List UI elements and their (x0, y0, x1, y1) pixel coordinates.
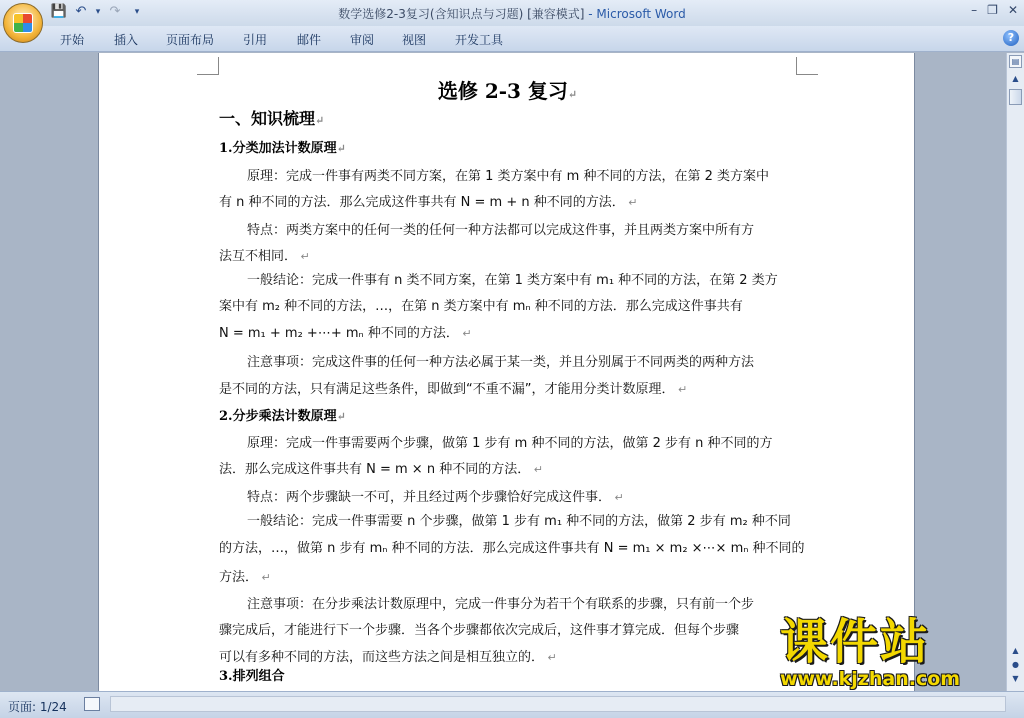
page-indicator[interactable]: 页面: 1/24 (8, 700, 67, 714)
section-heading-3: 3.排列组合 (219, 669, 285, 684)
paragraph-line: 特点：两个步骤缺一不可，并且经过两个步骤恰好完成这件事． ↵ (247, 490, 624, 505)
minimize-button[interactable]: – (971, 3, 978, 17)
paragraph-line: 可以有多种不同的方法，而这些方法之间是相互独立的． ↵ (219, 650, 557, 665)
horizontal-scrollbar[interactable] (110, 696, 1006, 712)
tab-references[interactable]: 引用 (243, 33, 268, 47)
office-button[interactable] (3, 3, 43, 43)
heading-knowledge: 一、知识梳理↵ (219, 109, 325, 128)
paragraph-line: 特点：两类方案中的任何一类的任何一种方法都可以完成这件事，并且两类方案中所有方 (247, 223, 755, 238)
crop-mark-top-right (796, 57, 818, 75)
paragraph-line: 注意事项：完成这件事的任何一种方法必属于某一类，并且分别属于不同两类的两种方法 (247, 355, 755, 370)
tab-view[interactable]: 视图 (402, 33, 427, 47)
watermark-logo (780, 614, 961, 690)
paragraph-line: 是不同的方法，只有满足这些条件，即做到“不重不漏”，才能用分类计数原理． ↵ (219, 382, 688, 397)
tab-insert[interactable]: 插入 (114, 33, 139, 47)
crop-mark-top-left (197, 57, 219, 75)
undo-dropdown-icon[interactable]: ▾ (95, 7, 101, 17)
watermark-url: www.kjzhan.com (780, 668, 961, 690)
paragraph-line: N = m₁ + m₂ +⋯+ mₙ 种不同的方法． ↵ (219, 326, 472, 341)
window-title (0, 5, 1024, 22)
redo-icon[interactable]: ↷ (109, 4, 121, 19)
tab-home[interactable]: 开始 (60, 33, 85, 47)
ribbon-tabs (0, 26, 1024, 52)
restore-button[interactable]: ❐ (987, 3, 998, 17)
document-view-icon[interactable] (84, 697, 100, 711)
document-name: 数学选修2-3复习(含知识点与习题) [兼容模式] (338, 7, 585, 21)
paragraph-line: 法．那么完成这件事共有 N = m × n 种不同的方法． ↵ (219, 462, 543, 477)
paragraph-line: 法互不相同． ↵ (219, 249, 310, 264)
paragraph-line: 注意事项：在分步乘法计数原理中，完成一件事分为若干个有联系的步骤，只有前一个步 (247, 597, 755, 612)
scroll-up-icon[interactable]: ▲ (1012, 74, 1019, 83)
paragraph-line: 有 n 种不同的方法．那么完成这件事共有 N = m + n 种不同的方法． ↵ (219, 195, 638, 210)
section-heading-2: 2.分步乘法计数原理↵ (219, 409, 346, 424)
paragraph-line: 原理：完成一件事需要两个步骤，做第 1 步有 m 种不同的方法，做第 2 步有 n 种不同的方 (247, 436, 773, 451)
next-page-icon[interactable]: ▼ (1012, 674, 1019, 683)
browse-object-icon[interactable]: ● (1012, 660, 1019, 669)
paragraph-line: 一般结论：完成一件事需要 n 个步骤，做第 1 步有 m₁ 种不同的方法，做第 2 步有 m₂ 种不同 (247, 514, 791, 529)
ruler-toggle-icon[interactable]: ▤ (1009, 55, 1022, 68)
paragraph-line: 的方法，…，做第 n 步有 mₙ 种不同的方法．那么完成这件事共有 N = m₁ × m₂ ×⋯× mₙ 种不同的 (219, 541, 805, 556)
vertical-scrollbar[interactable] (1006, 53, 1024, 691)
help-icon[interactable]: ? (1003, 30, 1019, 46)
watermark-text: 课件站 (780, 614, 931, 670)
paragraph-line: 原理：完成一件事有两类不同方案，在第 1 类方案中有 m 种不同的方法，在第 2 类方案中 (247, 169, 770, 184)
scroll-thumb[interactable] (1009, 89, 1022, 105)
document-area (0, 53, 1006, 691)
tab-mailings[interactable]: 邮件 (297, 33, 322, 47)
section-heading-1: 1.分类加法计数原理↵ (219, 141, 346, 156)
app-name: - Microsoft Word (588, 7, 686, 21)
prev-page-icon[interactable]: ▲ (1012, 646, 1019, 655)
tab-page-layout[interactable]: 页面布局 (166, 33, 215, 47)
tab-review[interactable]: 审阅 (350, 33, 375, 47)
title-bar (0, 0, 1024, 26)
document-title: 选修 2-3 复习↵ (437, 79, 578, 103)
office-logo-icon (13, 13, 33, 33)
undo-icon[interactable]: ↶ (75, 4, 87, 19)
save-icon[interactable]: 💾 (50, 4, 68, 19)
close-button[interactable]: ✕ (1007, 3, 1018, 17)
tab-developer[interactable]: 开发工具 (455, 33, 504, 47)
customize-qat-icon[interactable]: ▾ (134, 7, 140, 17)
paragraph-line: 方法． ↵ (219, 570, 271, 585)
paragraph-line: 案中有 m₂ 种不同的方法，…，在第 n 类方案中有 mₙ 种不同的方法．那么完成这件事共有 (219, 299, 743, 314)
status-bar (0, 691, 1024, 718)
document-page[interactable] (98, 53, 915, 691)
window-controls (971, 3, 1018, 17)
paragraph-line: 一般结论：完成一件事有 n 类不同方案，在第 1 类方案中有 m₁ 种不同的方法，在第 2 类方 (247, 273, 778, 288)
paragraph-line: 骤完成后，才能进行下一个步骤．当各个步骤都依次完成后，这件事才算完成．但每个步骤 (219, 623, 740, 638)
